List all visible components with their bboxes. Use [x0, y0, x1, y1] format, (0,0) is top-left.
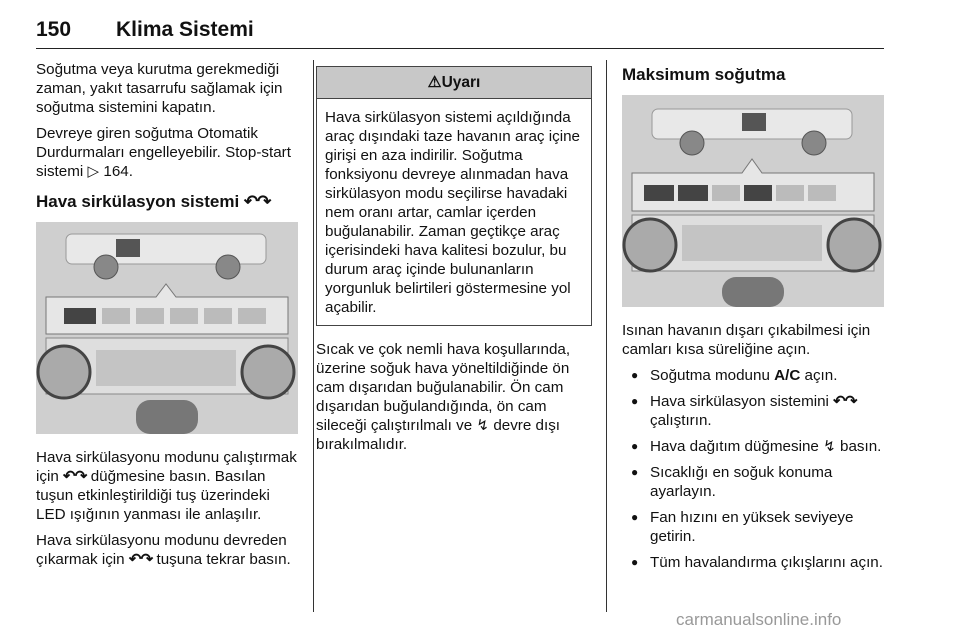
warning-body: Hava sirkülasyon sistemi açıldığında araç dışındaki taze havanın araç içine girişi en aza indirilir. Soğutma fonksiyonu devreye alınmadan hava sirkülasyon modu seçilirse havadaki nem oranı artar, camlar içerden buğulanabilir. Zaman geçtikçe araç içerisindeki hava kalitesi bozulur, bu durum araç içinde bulunanların yorgunluk belirtileri göstermesine yol açabilir. — [325, 109, 580, 316]
page-reference[interactable]: 164. — [103, 163, 133, 180]
item-text: Hava sirkülasyon sistemini — [650, 393, 834, 410]
paragraph — [316, 340, 592, 454]
list-item — [622, 553, 886, 572]
recirculation-icon: ↶↷ — [833, 393, 857, 410]
page-title: Klima Sistemi — [116, 18, 254, 41]
paragraph-text: tuşuna tekrar basın. — [152, 551, 291, 568]
list-item — [622, 463, 886, 501]
air-distribution-icon: ↯ — [476, 417, 490, 434]
item-text: açın. — [800, 367, 838, 384]
item-text: Tüm havalandırma çıkışlarını açın. — [650, 554, 883, 571]
item-text: Hava dağıtım düğmesine — [650, 438, 824, 455]
page-number: 150 — [36, 18, 72, 41]
warning-box — [316, 66, 592, 326]
paragraph — [36, 124, 298, 181]
section-heading — [36, 191, 298, 212]
paragraph-text: devre dışı bırakılmalıdır. — [316, 417, 561, 453]
air-distribution-icon: ↯ — [823, 438, 836, 455]
item-text: Soğutma modunu — [650, 367, 775, 384]
paragraph-text: düğmesine basın. Basılan tuşun etkinleştirildiği tuş üzerindeki LED ışığının yanması ile anlaşılır. — [36, 468, 270, 523]
recirculation-button-photo — [36, 222, 298, 434]
column-1 — [36, 60, 298, 576]
watermark: carmanualsonline.info — [676, 610, 842, 629]
paragraph-text: Sıcak ve çok nemli hava koşullarında, üzerine soğuk hava yöneltildiğinde ön cam dışarıdan buğulanabilir. Ön cam dışarıdan buğulandığında, ön cam sileceği çalıştırılmalı ve — [316, 341, 571, 434]
ac-key-label: A/C — [774, 367, 801, 384]
recirculation-icon: ↶↷ — [243, 192, 271, 211]
column-divider — [606, 60, 607, 612]
paragraph: Soğutma veya kurutma gerekmediği zaman, yakıt tasarrufu sağlamak için soğutma sistemini kapatın. — [36, 61, 283, 116]
item-text: basın. — [835, 438, 882, 455]
list-item — [622, 437, 886, 456]
item-text: Sıcaklığı en soğuk konuma ayarlayın. — [650, 464, 833, 500]
recirculation-icon: ↶↷ — [63, 468, 87, 485]
max-cooling-panel-photo — [622, 95, 884, 307]
heading-text: Hava sirkülasyon sistemi — [36, 192, 240, 211]
warning-title: Uyarı — [441, 74, 481, 91]
column-divider — [313, 60, 314, 612]
column-2 — [316, 60, 592, 461]
paragraph-text: Devreye giren soğutma Otomatik Durdurmaları engelleyebilir. Stop-start sistemi — [36, 125, 291, 180]
section-heading: Maksimum soğutma — [622, 65, 786, 84]
column-3 — [622, 60, 886, 579]
list-item — [622, 366, 886, 385]
recirculation-icon: ↶↷ — [128, 551, 153, 568]
item-text: Fan hızını en yüksek seviyeye getirin. — [650, 509, 854, 545]
steps-list — [622, 366, 886, 572]
paragraph — [36, 531, 298, 569]
page-reference-arrow-icon: ▷ — [87, 163, 100, 180]
list-item — [622, 508, 886, 546]
paragraph — [36, 448, 298, 524]
list-item — [622, 392, 886, 430]
paragraph: Isınan havanın dışarı çıkabilmesi için camları kısa süreliğine açın. — [622, 322, 871, 358]
warning-header — [317, 67, 591, 99]
paragraph-text: Hava sirkülasyonu modunu çalıştırmak için — [36, 449, 297, 485]
warning-triangle-icon: ⚠ — [427, 74, 442, 91]
item-text: çalıştırın. — [650, 412, 712, 429]
page-header — [36, 8, 884, 49]
paragraph-text: Hava sirkülasyonu modunu devreden çıkarmak için — [36, 532, 287, 568]
